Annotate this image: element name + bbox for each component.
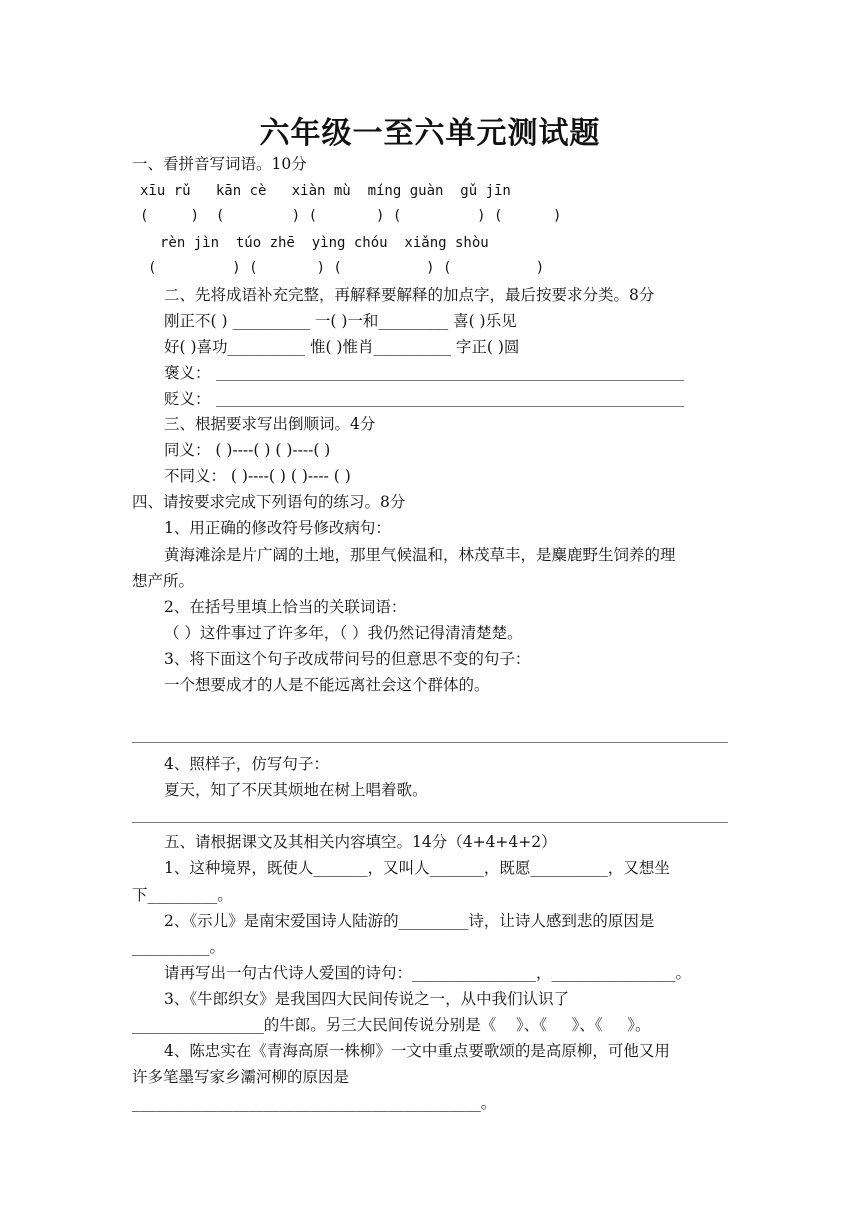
- commendatory-label: 褒义：: [164, 364, 211, 382]
- q5-2-line-1[interactable]: 2、《示儿》是南宋爱国诗人陆游的_________诗，让诗人感到悲的原因是: [164, 912, 655, 930]
- q4-2-sentence[interactable]: （ ）这件事过了许多年，（ ）我仍然记得清清楚楚。: [164, 624, 523, 642]
- section-2-heading: 二、先将成语补充完整，再解释要解释的加点字，最后按要求分类。8分: [164, 286, 655, 304]
- section-1-heading: 一、看拼音写词语。10分: [132, 155, 307, 173]
- q4-3-prompt: 3、将下面这个句子改成带问号的但意思不变的句子：: [164, 650, 531, 668]
- antonym-reversal-row[interactable]: 不同义： ( )----( ) ( )---- ( ): [164, 467, 351, 485]
- q4-4-prompt: 4、照样子，仿写句子：: [164, 755, 329, 773]
- derogatory-answer-line[interactable]: [216, 406, 684, 407]
- commendatory-answer-line[interactable]: [216, 380, 684, 381]
- q5-3-line-2[interactable]: _________________的牛郎。另三大民间传说分别是《 》、《 》、《 》。: [132, 1016, 651, 1034]
- q4-4-sentence: 夏天，知了不厌其烦地在树上唱着歌。: [164, 781, 428, 799]
- q5-4-line-1: 4、陈忠实在《青海高原一株柳》一文中重点要歌颂的是高原柳，可他又用: [164, 1042, 670, 1060]
- q5-3-line-1: 3、《牛郎织女》是我国四大民间传说之一，从中我们认识了: [164, 990, 570, 1008]
- q5-1-line-2[interactable]: 下_________。: [132, 886, 233, 904]
- q5-4-line-2: 许多笔墨写家乡灞河柳的原因是: [132, 1068, 350, 1086]
- q5-2-line-2[interactable]: __________。: [132, 938, 226, 956]
- q4-4-answer-line[interactable]: [132, 822, 728, 823]
- q4-2-prompt: 2、在括号里填上恰当的关联词语：: [164, 598, 407, 616]
- section-5-heading: 五、请根据课文及其相关内容填空。14分（4+4+4+2）: [164, 833, 557, 851]
- q5-4-answer-line[interactable]: _____________________________________________。: [132, 1094, 497, 1112]
- synonym-reversal-row[interactable]: 同义： ( )----( ) ( )----( ): [164, 441, 331, 459]
- q4-1-prompt: 1、用正确的修改符号修改病句：: [164, 519, 391, 537]
- section-3-heading: 三、根据要求写出倒顺词。4分: [164, 415, 376, 433]
- q5-1-line-1[interactable]: 1、这种境界，既使人_______，又叫人_______，既愿__________，又想坐: [164, 859, 670, 877]
- idiom-row-1[interactable]: 刚正不( ) __________ 一( )一和_________ 喜( )乐见: [164, 312, 517, 330]
- idiom-row-2[interactable]: 好( )喜功__________ 惟( )惟肖__________ 字正( )圆: [164, 338, 520, 356]
- q4-3-answer-line[interactable]: [132, 742, 728, 743]
- page-title: 六年级一至六单元测试题: [259, 116, 601, 151]
- q4-1-sentence-cont: 想产所。: [132, 572, 195, 590]
- answer-brackets-row-1[interactable]: ( ) ( ) ( ) ( ) ( ): [140, 208, 562, 224]
- answer-brackets-row-2[interactable]: ( ) ( ) ( ) ( ): [148, 260, 545, 276]
- q5-2-poem-line[interactable]: 请再写出一句古代诗人爱国的诗句：________________，________________。: [164, 964, 692, 982]
- section-4-heading: 四、请按要求完成下列语句的练习。8分: [132, 493, 406, 511]
- pinyin-row-2: rèn jìn túo zhē yìng chóu xiǎng shòu: [160, 235, 489, 251]
- q4-1-sentence: 黄海滩涂是片广阔的土地，那里气候温和，林茂草丰，是麋鹿野生饲养的理: [164, 546, 676, 564]
- q4-3-sentence: 一个想要成才的人是不能远离社会这个群体的。: [164, 676, 490, 694]
- pinyin-row-1: xīu rǔ kān cè xiàn mù míng guàn gǔ jīn: [140, 183, 511, 199]
- derogatory-label: 贬义：: [164, 390, 211, 408]
